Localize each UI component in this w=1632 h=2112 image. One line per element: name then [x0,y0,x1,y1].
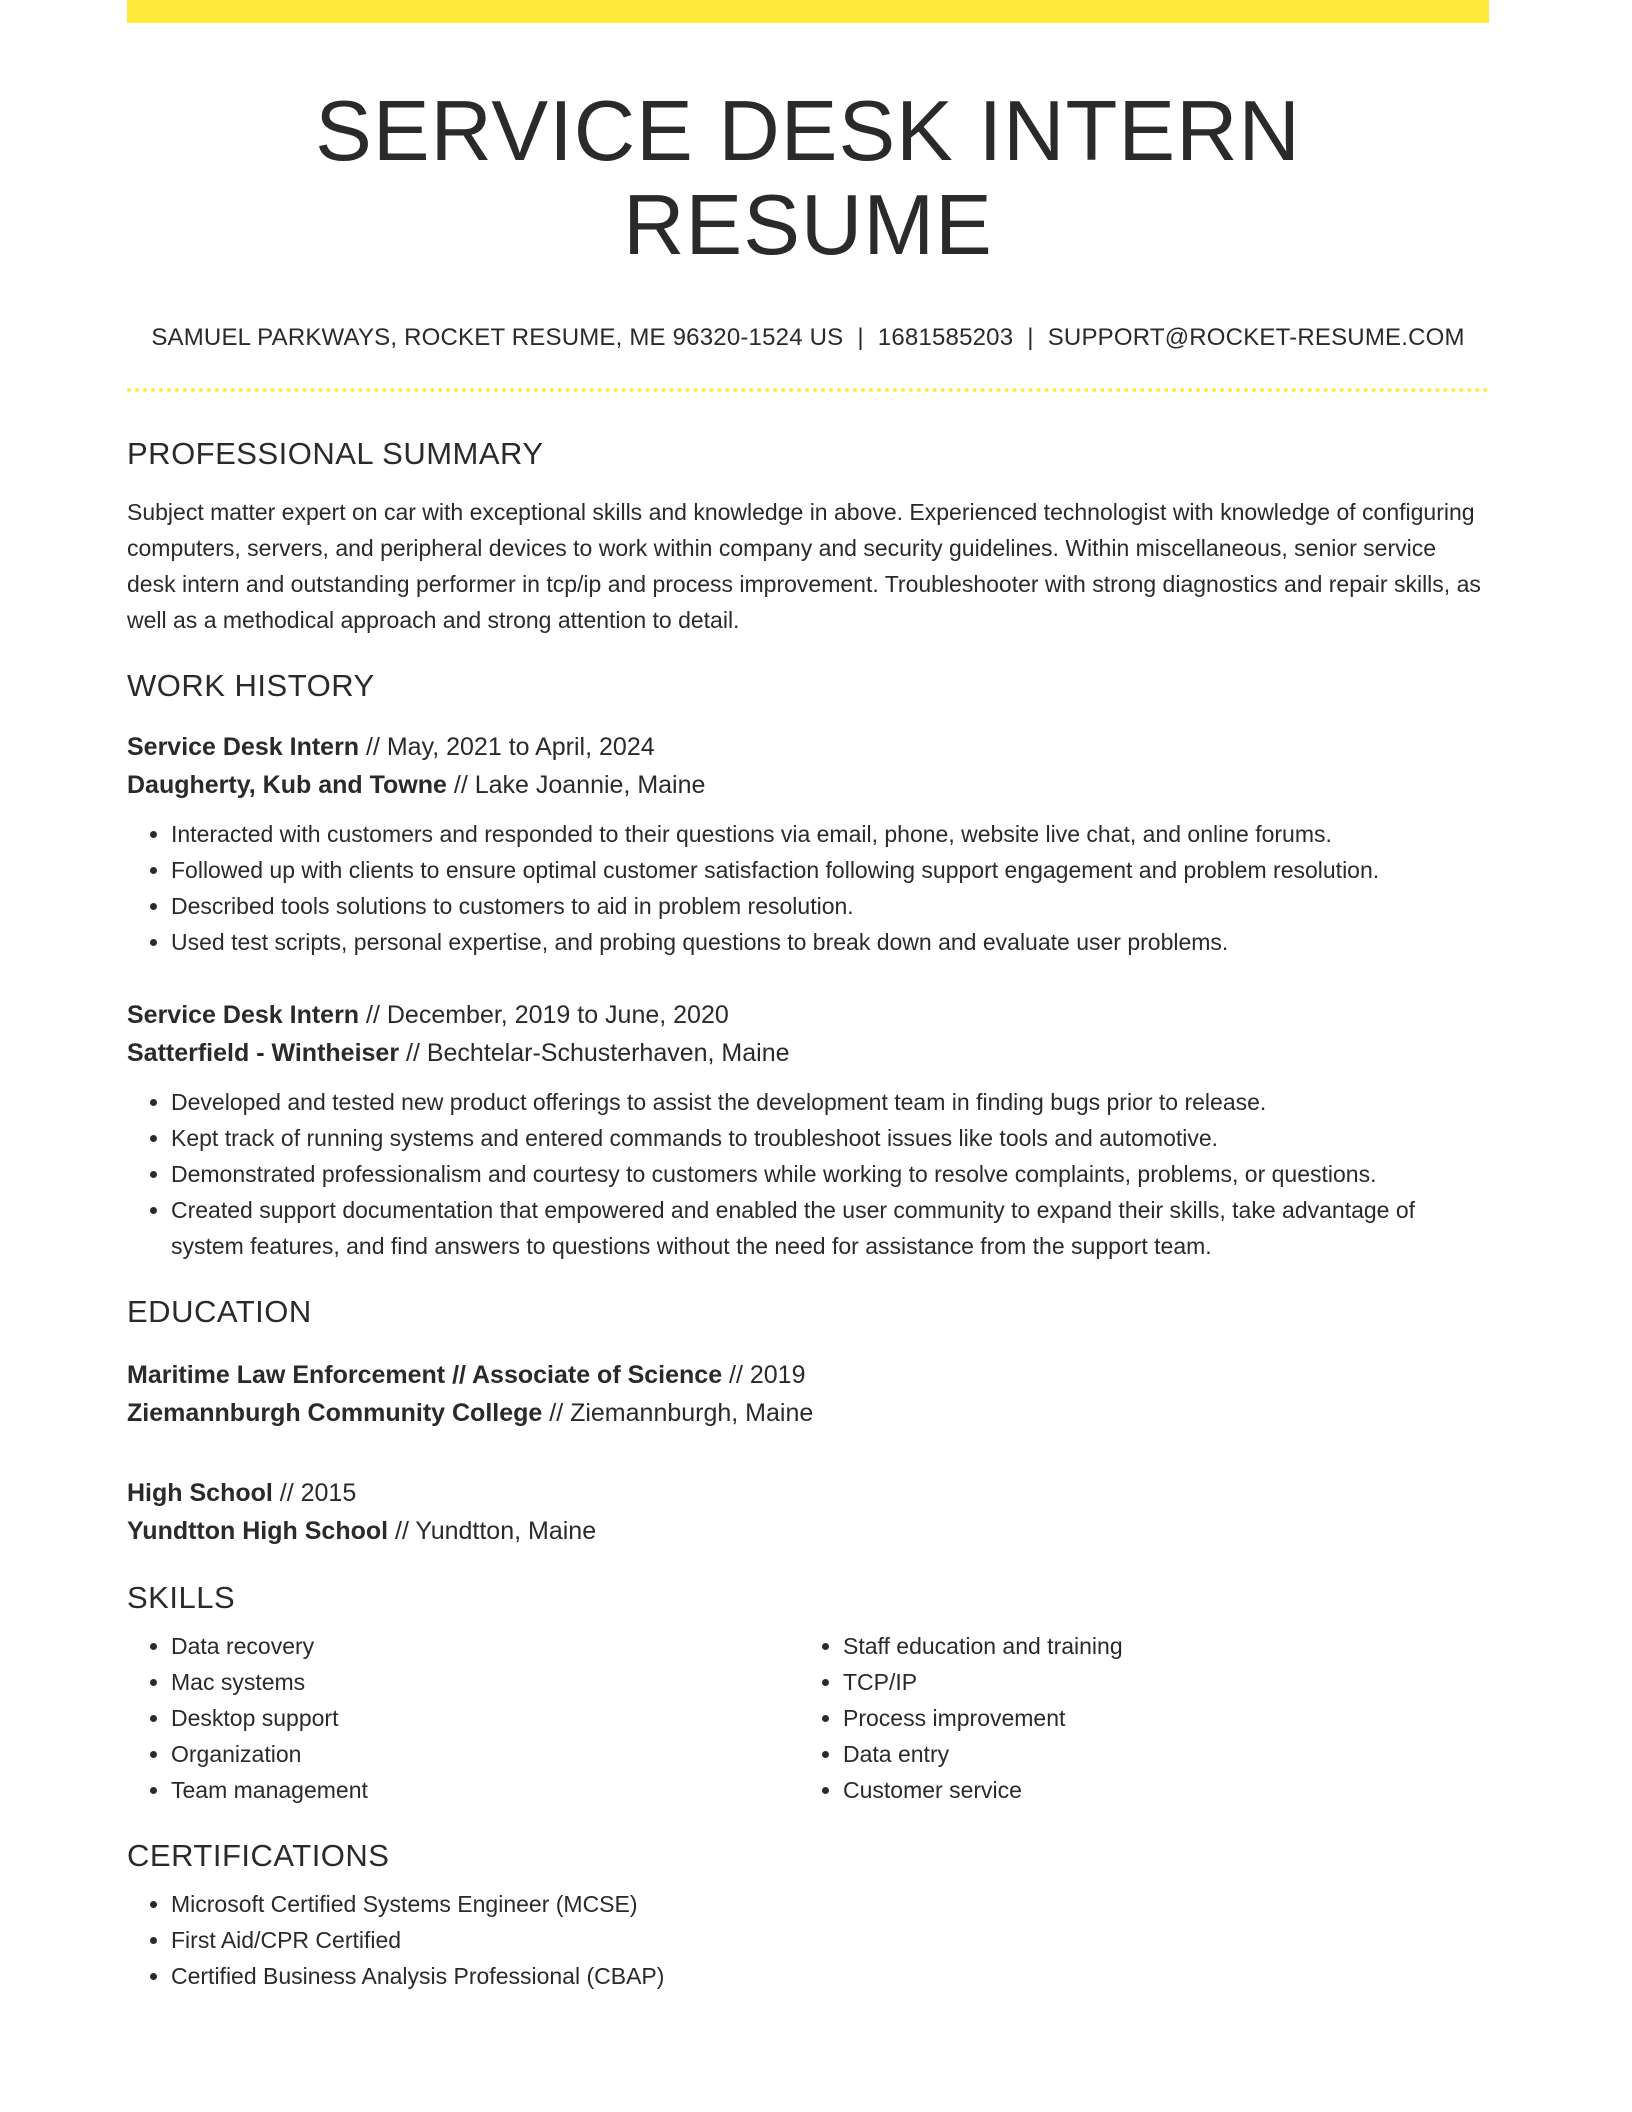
job-title: Service Desk Intern [127,1001,360,1029]
summary-text: Subject matter expert on car with exceptional skills and knowledge in above. Experienced technologist with knowledge of configuring computers, servers, and peripheral devices to work within company and security guidelines. Within miscellaneous, senior service desk intern and outstanding performer in tcp/ip and process improvement. Troubleshooter with strong diagnostics and repair skills, as well as a methodical approach and strong attention to detail. [127,499,1481,633]
job-dates: // May, 2021 to April, 2024 [359,733,655,761]
contact-line [127,324,1489,352]
certifications-heading: CERTIFICATIONS [127,1838,390,1873]
accent-bar [127,0,1489,23]
list-item: • Followed up with clients to ensure optimal customer satisfaction following support engagement and problem resolution. [171,852,1489,888]
skill-item: • Mac systems [171,1664,799,1700]
job-location: // Lake Joannie, Maine [446,771,706,799]
education-entry [127,1356,1489,1432]
job-title-line [127,996,1489,1034]
education-heading: EDUCATION [127,1294,312,1329]
education-school-line [127,1394,1489,1432]
education-entry [127,1474,1489,1550]
certifications-list [127,1886,1489,1994]
job-company: Daugherty, Kub and Towne [127,771,447,799]
resume-title: SERVICE DESK INTERN RESUME [315,84,1301,273]
contact-phone: 1681585203 [877,324,1014,351]
contact-separator: | [1027,324,1034,351]
list-item: • Kept track of running systems and entered commands to troubleshoot issues like tools and automotive. [171,1120,1489,1156]
skills-grid [127,1628,1489,1808]
education-year: // 2019 [722,1361,806,1389]
contact-email: SUPPORT@ROCKET-RESUME.COM [1047,324,1465,351]
education-year: // 2015 [272,1479,357,1507]
education-degree: High School [127,1479,273,1507]
education-location: // Yundtton, Maine [388,1517,597,1545]
contact-address: SAMUEL PARKWAYS, ROCKET RESUME, ME 96320-1524 US [151,324,844,351]
job-title-line [127,728,1489,766]
job-entry [127,728,1489,960]
job-entry [127,996,1489,1264]
job-company-line [127,1034,1489,1072]
work-history-heading: WORK HISTORY [127,668,375,703]
job-title: Service Desk Intern [127,733,360,761]
education-school: Ziemannburgh Community College [127,1399,543,1427]
job-company-line [127,766,1489,804]
education-location: // Ziemannburgh, Maine [542,1399,814,1427]
skill-item: • Process improvement [843,1700,1471,1736]
skills-column-left [127,1628,799,1808]
skills-heading: SKILLS [127,1580,236,1615]
education-degree-line [127,1474,1489,1512]
skill-item: • Team management [171,1772,799,1808]
list-item: • Interacted with customers and responded to their questions via email, phone, website live chat, and online forums. [171,816,1489,852]
certification-item: • Certified Business Analysis Professional (CBAP) [171,1958,1489,1994]
certification-item: • First Aid/CPR Certified [171,1922,1489,1958]
job-dates: // December, 2019 to June, 2020 [359,1001,729,1029]
skill-item: • Desktop support [171,1700,799,1736]
list-item: • Created support documentation that empowered and enabled the user community to expand their skills, take advantage of system features, and find answers to questions without the need for assistance from the support team. [171,1192,1489,1264]
skill-item: • Organization [171,1736,799,1772]
resume-page [127,0,1489,1994]
skill-item: • Data entry [843,1736,1471,1772]
list-item: • Used test scripts, personal expertise, and probing questions to break down and evaluate user problems. [171,924,1489,960]
certification-item: • Microsoft Certified Systems Engineer (MCSE) [171,1886,1489,1922]
skills-column-right [799,1628,1471,1808]
skill-item: • TCP/IP [843,1664,1471,1700]
education-degree: Maritime Law Enforcement // Associate of Science [127,1361,723,1389]
job-location: // Bechtelar-Schusterhaven, Maine [399,1039,790,1067]
list-item: • Demonstrated professionalism and courtesy to customers while working to resolve complaints, problems, or questions. [171,1156,1489,1192]
job-bullets [127,1084,1489,1264]
list-item: • Described tools solutions to customers to aid in problem resolution. [171,888,1489,924]
skill-item: • Customer service [843,1772,1471,1808]
dotted-divider [127,388,1489,392]
job-company: Satterfield - Wintheiser [127,1039,400,1067]
job-bullets [127,816,1489,960]
skill-item: • Staff education and training [843,1628,1471,1664]
list-item: • Developed and tested new product offerings to assist the development team in finding bugs prior to release. [171,1084,1489,1120]
education-school-line [127,1512,1489,1550]
education-school: Yundtton High School [127,1517,389,1545]
contact-separator: | [857,324,864,351]
education-degree-line [127,1356,1489,1394]
summary-heading: PROFESSIONAL SUMMARY [127,436,544,471]
skill-item: • Data recovery [171,1628,799,1664]
